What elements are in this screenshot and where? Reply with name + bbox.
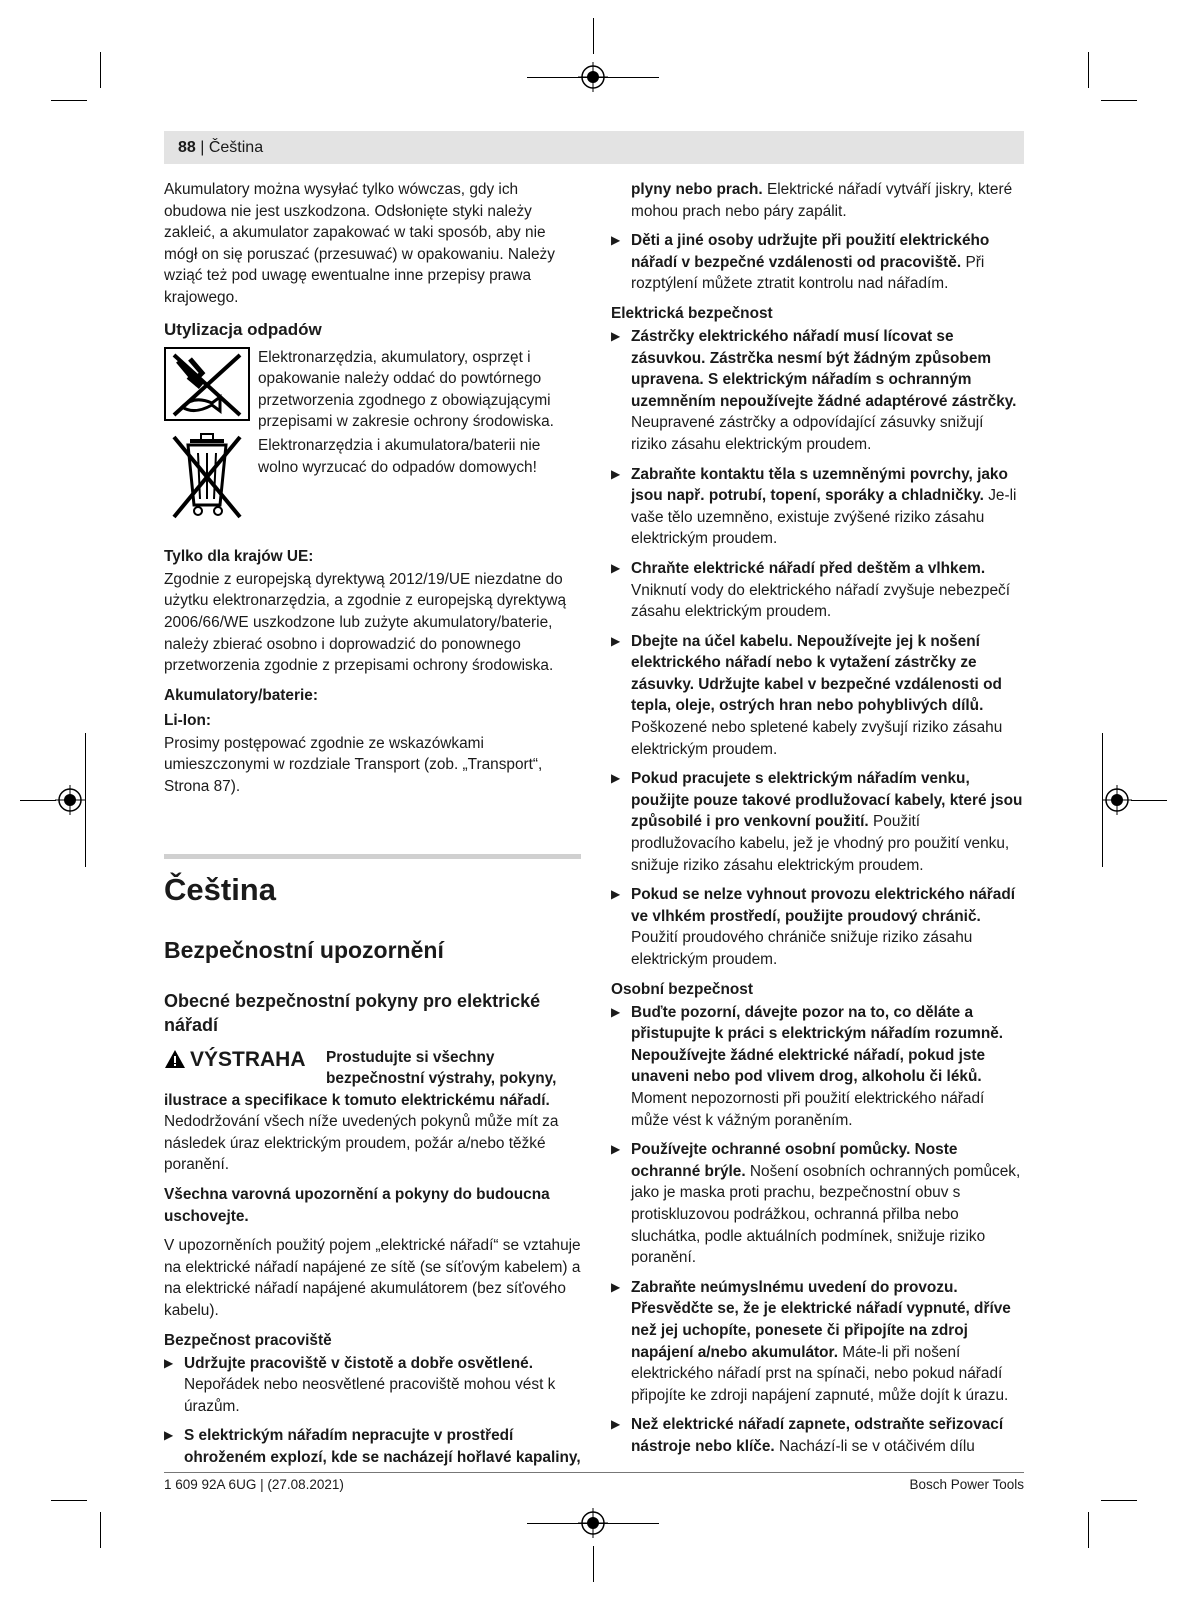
list-item-bold: Používejte ochranné osobní pomůcky. Noste ochranné brýle. <box>631 1141 958 1180</box>
registration-mark-icon <box>1102 785 1132 815</box>
warning-bold: Prostudujte si všechny bezpečnostní výstrahy, pokyny, <box>326 1048 557 1088</box>
list-item-bold: S elektrickým nářadím nepracujte v prostředí ohroženém explozí, kde se nacházejí hořlavé kapaliny, <box>184 1427 581 1466</box>
list-item-text: Při rozptýlení můžete ztratit kontrolu nad nářadím. <box>631 253 985 293</box>
warning-triangle-icon <box>164 1049 186 1069</box>
disposal-text: Elektronarzędzia, akumulatory, osprzęt i opakowanie należy oddać do powtórnego przetworzenia zgodnego z obowiązującymi przepisami w zakresie ochrony środowiska. <box>258 348 554 431</box>
disposal-heading: Utylizacja odpadów <box>164 319 322 339</box>
footer-brand: Bosch Power Tools <box>909 1477 1024 1492</box>
right-column <box>611 179 1023 1465</box>
list-item <box>611 1277 1023 1407</box>
liion-heading: Li-Ion: <box>164 711 212 729</box>
list-item <box>611 768 1023 876</box>
disposal-text: Elektronarzędzia i akumulatora/baterii nie wolno wyrzucać do odpadów domowych! <box>258 436 541 476</box>
crop-mark <box>1088 1512 1089 1548</box>
list-item-bold: Zabraňte kontaktu těla s uzemněnými povrchy, jako jsou např. potrubí, topení, sporáky a chladničky. <box>631 465 1008 505</box>
eu-text: Zgodnie z europejską dyrektywą 2012/19/UE niezdatne do użytku elektronarzędzia, a zgodnie z europejską dyrektywą 2006/66/WE uszkodzone lub zużyte akumulatory/baterie, należy zbierać osobno i doprowadzić do ponownego przetworzenia zgodnie z przepisami ochrony środowiska. <box>164 570 567 675</box>
list-item-text: Je-li vaše tělo uzemněno, existuje zvýšené riziko zásahu elektrickým proudem. <box>631 487 1017 548</box>
liion-text: Prosimy postępować zgodnie ze wskazówkami umieszczonymi w rozdziale Transport (zob. „Transport“, Strona 87). <box>164 734 543 795</box>
section-divider <box>164 854 581 859</box>
list-item-bold: Udržujte pracoviště v čistotě a dobře osvětlené. <box>184 1354 533 1372</box>
page-header: 88 | Čeština <box>178 139 264 156</box>
list-item-text: Neupravené zástrčky a odpovídající zásuvky snižují riziko zásahu elektrickým proudem. <box>631 414 984 453</box>
list-item-text: Použití proudového chrániče snižuje riziko zásahu elektrickým proudem. <box>631 929 973 968</box>
list-item <box>611 1139 1023 1269</box>
batteries-heading: Akumulatory/baterie: <box>164 686 318 704</box>
list-item <box>164 1353 581 1418</box>
footer-doc-code: 1 609 92A 6UG | (27.08.2021) <box>164 1477 344 1492</box>
warning-text: Nedodržování všech níže uvedených pokynů může mít za následek úraz elektrickým proudem, požár a/nebo těžké poranění. <box>164 1113 559 1174</box>
crop-mark <box>1088 52 1089 88</box>
list-item-bold: Děti a jiné osoby udržujte při použití elektrického nářadí v bezpečné vzdálenosti od pracoviště. <box>631 232 990 271</box>
workplace-heading: Bezpečnost pracoviště <box>164 1331 332 1349</box>
page-header-bar <box>164 131 1024 164</box>
eu-heading: Tylko dla krajów UE: <box>164 547 314 565</box>
footer-divider <box>164 1472 1024 1473</box>
list-item <box>611 1002 1023 1132</box>
crop-mark <box>51 1500 87 1501</box>
crop-mark <box>1131 800 1167 801</box>
list-item-text: Máte-li při nošení elektrického nářadí prst na spínači, nebo pokud nářadí připojíte ke zdroji napájení zapnuté, může dojít k úrazu. <box>631 1343 1009 1404</box>
electrical-safety-heading: Elektrická bezpečnost <box>611 304 773 322</box>
warning-block <box>164 1047 581 1090</box>
list-item <box>611 558 1023 623</box>
list-item-text: Moment nepozornosti při použití elektrického nářadí může vést k vážným poraněním. <box>631 1089 985 1129</box>
registration-mark-icon <box>55 785 85 815</box>
recycle-fish-icon <box>164 347 250 421</box>
crop-mark <box>100 1512 101 1548</box>
list-item-bold: Dbejte na účel kabelu. Nepoužívejte jej k nošení elektrického nářadí nebo k vytažení zástrčky ze zásuvky. Udržujte kabel v bezpečné vzdálenosti od tepla, oleje, ostrých hran nebo pohyblivých dílů. <box>631 632 1002 715</box>
page-number: 88 <box>178 139 196 156</box>
crop-mark <box>1101 100 1137 101</box>
crop-mark <box>100 52 101 88</box>
list-item-bold: Pokud pracujete s elektrickým nářadím venku, použijte pouze takové prodlužovací kabely, které jsou způsobilé i pro venkovní použití. <box>631 770 1023 831</box>
crossed-bin-icon <box>164 429 250 521</box>
list-item-bold: Zabraňte neúmyslnému uvedení do provozu. Přesvědčte se, že je elektrické nářadí vypnuté, dříve než jej uchopíte, ponesete či připojíte na zdroj napájení a/nebo akumulátor. <box>631 1278 1011 1361</box>
safety-title: Bezpečnostní upozornění <box>164 936 444 963</box>
warning-label-text: VÝSTRAHA <box>190 1047 306 1071</box>
personal-safety-heading: Osobní bezpečnost <box>611 980 753 998</box>
disposal-block <box>164 347 581 528</box>
crop-mark <box>85 733 86 867</box>
keep-instructions: Všechna varovná upozornění a pokyny do budoucna uschovejte. <box>164 1186 550 1225</box>
list-item-bold: Pokud se nelze vyhnout provozu elektrického nářadí ve vlhkém prostředí, použijte proudový chránič. <box>631 886 1016 925</box>
list-item-bold: Chraňte elektrické nářadí před deštěm a vlhkem. <box>631 559 986 577</box>
crop-mark <box>51 100 87 101</box>
list-item-text: Použití prodlužovacího kabelu, jež je vhodný pro použití venku, snižuje riziko zásahu elektrickým proudem. <box>631 813 1010 874</box>
list-item-text: Elektrické nářadí vytváří jiskry, které mohou prach nebo páry zapálit. <box>631 181 1013 220</box>
list-item <box>611 1414 1023 1457</box>
crop-mark <box>593 18 594 54</box>
list-item-text: Vniknutí vody do elektrického nářadí zvyšuje nebezpečí zásahu elektrickým proudem. <box>631 581 1011 621</box>
list-item <box>611 464 1023 550</box>
list-item-bold: Zástrčky elektrického nářadí musí lícovat se zásuvkou. Zástrčka nesmí být žádným způsobem upravena. S elektrickým nářadím s ochranným uzemněním nepoužívejte žádné adaptérové zástrčky. <box>631 327 1017 410</box>
list-item-continued <box>611 179 1023 222</box>
disposal-icons <box>164 347 252 528</box>
language-title: Čeština <box>164 871 276 907</box>
list-item <box>611 631 1023 761</box>
list-item <box>164 1425 581 1468</box>
list-item-text: Nošení osobních ochranných pomůcek, jako je maska proti prachu, bezpečnostní obuv s protiskluzovou podrážkou, ochranná přilba nebo sluchátka, podle aktuálních podmínek, snižuje riziko poranění. <box>631 1162 1021 1267</box>
term-definition: V upozorněních použitý pojem „elektrické nářadí“ se vztahuje na elektrické nářadí napájené ze sítě (se síťovým kabelem) a na elektrické nářadí napájené akumulátorem (bez síťového kabelu). <box>164 1237 581 1320</box>
disposal-texts <box>258 347 581 528</box>
transport-paragraph: Akumulatory można wysyłać tylko wówczas, gdy ich obudowa nie jest uszkodzona. Odsłonięte styki należy zakleić, a akumulator zapakować w taki sposób, aby nie mógł on się poruszać (przesuwać) w opakowaniu. Należy wziąć też pod uwagę ewentualne inne przepisy prawa krajowego. <box>164 181 555 306</box>
list-item-text: Poškozené nebo spletené kabely zvyšují riziko zásahu elektrickým proudem. <box>631 719 1003 758</box>
list-item-text: Nepořádek nebo neosvětlené pracoviště mohou vést k úrazům. <box>184 1376 556 1415</box>
list-item-bold: Buďte pozorní, dávejte pozor na to, co děláte a přistupujte k práci s elektrickým nářadím rozumně. Nepoužívejte žádné elektrické nářadí, pokud jste unaveni nebo pod vlivem drog, alkoholu či léků. <box>631 1003 1004 1086</box>
warning-label <box>164 1049 326 1071</box>
warning-bold-continued: ilustrace a specifikace k tomuto elektrickému nářadí. <box>164 1091 550 1109</box>
crop-mark <box>20 800 56 801</box>
crop-mark <box>1101 1500 1137 1501</box>
list-item <box>611 884 1023 970</box>
section-name: Čeština <box>208 139 264 156</box>
list-item <box>611 326 1023 456</box>
general-safety-title: Obecné bezpečnostní pokyny pro elektrické nářadí <box>164 990 541 1035</box>
list-item-bold: plyny nebo prach. <box>631 181 763 198</box>
crop-mark <box>593 1546 594 1582</box>
registration-mark-icon <box>578 1508 608 1538</box>
left-column <box>164 179 581 1477</box>
list-item <box>611 230 1023 295</box>
registration-mark-icon <box>578 62 608 92</box>
list-item-text: Nachází-li se v otáčivém dílu <box>778 1437 975 1455</box>
list-item-bold: Než elektrické nářadí zapnete, odstraňte seřizovací nástroje nebo klíče. <box>631 1416 1004 1455</box>
